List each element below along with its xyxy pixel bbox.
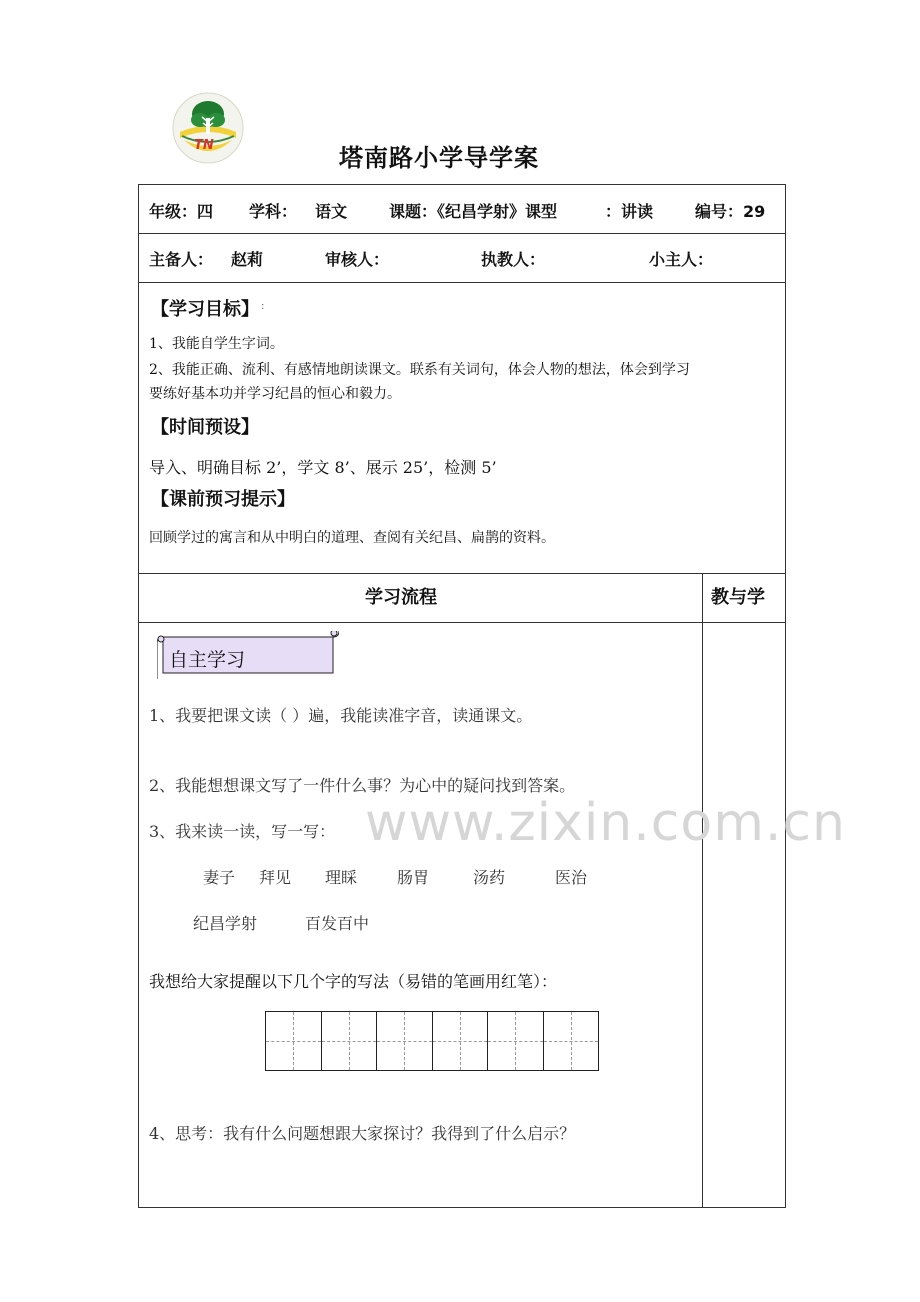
question-3: 3、我来读一读，写一写：: [149, 822, 336, 841]
word: 肠胃: [397, 868, 430, 887]
lesson-type: ：讲读: [605, 202, 654, 221]
grid-cell[interactable]: [266, 1012, 322, 1070]
self-study-banner: [157, 631, 339, 679]
process-column-header: 学习流程: [365, 587, 437, 608]
page-title: 塔南路小学导学案: [339, 144, 539, 172]
grid-cell[interactable]: [433, 1012, 489, 1070]
question-4: 4、思考：我有什么问题想跟大家探讨？我得到了什么启示？: [149, 1124, 576, 1143]
remind-text: 我想给大家提醒以下几个字的写法（易错的笔画用红笔）：: [149, 972, 558, 991]
time-text: 导入、明确目标 2’，学文 8’、展示 25’，检测 5’: [149, 458, 497, 477]
grid-cell[interactable]: [322, 1012, 378, 1070]
word: 医治: [555, 868, 588, 887]
grade-label: 年级：四: [149, 202, 214, 221]
row-divider: [139, 233, 785, 234]
grid-cell[interactable]: [544, 1012, 599, 1070]
question-1: 1、我要把课文读（ ）遍，我能读准字音，读通课文。: [149, 706, 533, 725]
word: 纪昌学射: [193, 914, 258, 933]
row-divider: [139, 282, 785, 283]
number-label: 编号：29: [695, 202, 766, 221]
row-divider: [139, 573, 785, 574]
teacher-label: 执教人：: [481, 250, 546, 269]
teach-column-header: 教与学: [711, 587, 765, 608]
lesson-table: [138, 184, 846, 1208]
preparer-label: 主备人：: [149, 250, 214, 269]
word: 百发百中: [305, 914, 370, 933]
preview-heading: 【课前预习提示】: [151, 489, 295, 510]
word: 拜见: [259, 868, 292, 887]
goal-item: 2、我能正确、流利、有感情地朗读课文。联系有关词句，体会人物的想法，体会到学习: [149, 362, 690, 378]
word: 理睬: [325, 868, 358, 887]
leader-label: 小主人：: [649, 250, 714, 269]
subject-value: 语文: [315, 202, 348, 221]
topic-label: 课题：《纪昌学射》课型: [389, 202, 558, 221]
goals-heading-suffix: :: [261, 301, 265, 312]
goal-item: 1、我能自学生字词。: [149, 336, 284, 352]
reviewer-label: 审核人：: [325, 250, 390, 269]
logo-text: TN: [194, 138, 214, 153]
preview-text: 回顾学过的寓言和从中明白的道理、查阅有关纪昌、扁鹊的资料。: [149, 530, 555, 546]
subject-label: 学科：: [249, 202, 298, 221]
question-2: 2、我能想想课文写了一件什么事？为心中的疑问找到答案。: [149, 776, 576, 795]
grid-cell[interactable]: [488, 1012, 544, 1070]
grid-cell[interactable]: [377, 1012, 433, 1070]
preparer-value: 赵莉: [231, 250, 264, 269]
column-divider: [702, 573, 703, 1207]
banner-label: 自主学习: [169, 649, 246, 671]
time-heading: 【时间预设】: [151, 417, 259, 438]
watermark: www.zixin.com.cn: [365, 793, 846, 853]
goal-item: 要练好基本功并学习纪昌的恒心和毅力。: [149, 386, 401, 402]
word: 妻子: [203, 868, 236, 887]
row-divider: [139, 622, 785, 623]
word: 汤药: [473, 868, 506, 887]
writing-grid[interactable]: [265, 1011, 599, 1071]
goals-heading: 【学习目标】: [151, 299, 259, 320]
